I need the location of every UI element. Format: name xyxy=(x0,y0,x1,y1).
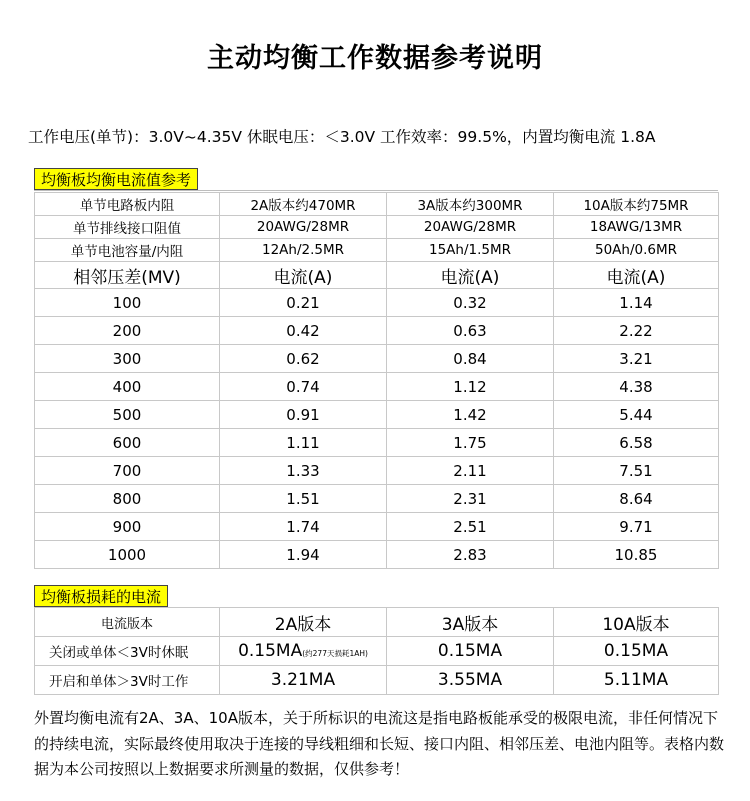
voltage-diff-cell: 100 xyxy=(35,289,220,317)
current-cell: 0.32 xyxy=(387,289,554,317)
row-label: 单节电路板内阻 xyxy=(35,193,220,216)
voltage-diff-cell: 300 xyxy=(35,345,220,373)
current-cell: 1.75 xyxy=(387,429,554,457)
info-row xyxy=(35,216,719,239)
column-header: 电流(A) xyxy=(387,262,554,289)
voltage-diff-cell: 800 xyxy=(35,485,220,513)
table-cell: 50Ah/0.6MR xyxy=(554,239,719,262)
loss-cell: 3.21MA xyxy=(220,666,387,695)
specs-line: 工作电压(单节)：3.0V~4.35V 休眠电压：＜3.0V 工作效率：99.5%，内置均衡电流 1.8A xyxy=(28,128,656,146)
current-cell: 6.58 xyxy=(554,429,719,457)
current-cell: 2.11 xyxy=(387,457,554,485)
table-cell: 15Ah/1.5MR xyxy=(387,239,554,262)
column-header: 2A版本 xyxy=(220,608,387,637)
current-cell: 0.74 xyxy=(220,373,387,401)
current-cell: 0.84 xyxy=(387,345,554,373)
table-row xyxy=(35,345,719,373)
loss-cell: 0.15MA xyxy=(554,637,719,666)
balance-current-table-body xyxy=(35,193,719,569)
current-cell: 1.33 xyxy=(220,457,387,485)
table-cell: 12Ah/2.5MR xyxy=(220,239,387,262)
column-header-row xyxy=(35,262,719,289)
voltage-diff-cell: 200 xyxy=(35,317,220,345)
loss-current-table-body xyxy=(35,608,719,695)
current-cell: 0.91 xyxy=(220,401,387,429)
loss-cell: 0.15MA xyxy=(387,637,554,666)
current-cell: 2.22 xyxy=(554,317,719,345)
table-cell: 10A版本约75MR xyxy=(554,193,719,216)
current-cell: 10.85 xyxy=(554,541,719,569)
row-label: 关闭或单体＜3V时休眠 xyxy=(35,637,220,666)
table-row xyxy=(35,289,719,317)
column-header: 电流版本 xyxy=(35,608,220,637)
row-label: 单节电池容量/内阻 xyxy=(35,239,220,262)
current-cell: 4.38 xyxy=(554,373,719,401)
current-cell: 2.31 xyxy=(387,485,554,513)
column-header: 3A版本 xyxy=(387,608,554,637)
voltage-diff-cell: 1000 xyxy=(35,541,220,569)
column-header-row xyxy=(35,608,719,637)
table-row xyxy=(35,541,719,569)
info-row xyxy=(35,193,719,216)
table-cell: 2A版本约470MR xyxy=(220,193,387,216)
voltage-diff-cell: 900 xyxy=(35,513,220,541)
current-cell: 1.42 xyxy=(387,401,554,429)
row-label: 单节排线接口阻值 xyxy=(35,216,220,239)
current-cell: 2.51 xyxy=(387,513,554,541)
voltage-diff-cell: 700 xyxy=(35,457,220,485)
table1-header-band xyxy=(34,168,718,191)
table-cell: 20AWG/28MR xyxy=(220,216,387,239)
loss-cell xyxy=(220,637,387,666)
row-label: 开启和单体＞3V时工作 xyxy=(35,666,220,695)
current-cell: 1.11 xyxy=(220,429,387,457)
table-cell: 3A版本约300MR xyxy=(387,193,554,216)
current-cell: 0.63 xyxy=(387,317,554,345)
voltage-diff-cell: 400 xyxy=(35,373,220,401)
table-cell: 20AWG/28MR xyxy=(387,216,554,239)
table-row xyxy=(35,666,719,695)
table-row xyxy=(35,373,719,401)
current-cell: 2.83 xyxy=(387,541,554,569)
voltage-diff-cell: 500 xyxy=(35,401,220,429)
current-cell: 1.74 xyxy=(220,513,387,541)
current-cell: 1.94 xyxy=(220,541,387,569)
column-header: 10A版本 xyxy=(554,608,719,637)
table-row xyxy=(35,429,719,457)
info-row xyxy=(35,239,719,262)
current-cell: 5.44 xyxy=(554,401,719,429)
column-header: 电流(A) xyxy=(554,262,719,289)
current-cell: 1.14 xyxy=(554,289,719,317)
current-cell: 3.21 xyxy=(554,345,719,373)
table-row xyxy=(35,485,719,513)
current-cell: 9.71 xyxy=(554,513,719,541)
current-cell: 1.12 xyxy=(387,373,554,401)
current-cell: 0.62 xyxy=(220,345,387,373)
loss-cell: 5.11MA xyxy=(554,666,719,695)
table1-header: 均衡板均衡电流值参考 xyxy=(34,168,198,190)
table-row xyxy=(35,513,719,541)
table2-header: 均衡板损耗的电流 xyxy=(34,585,168,607)
current-cell: 1.51 xyxy=(220,485,387,513)
loss-cell: 3.55MA xyxy=(387,666,554,695)
balance-current-table xyxy=(34,192,719,569)
current-cell: 8.64 xyxy=(554,485,719,513)
loss-current-table xyxy=(34,607,719,695)
table-row xyxy=(35,317,719,345)
current-cell: 0.42 xyxy=(220,317,387,345)
loss-note: (约277天损耗1AH) xyxy=(302,649,368,658)
column-header: 电流(A) xyxy=(220,262,387,289)
page-title: 主动均衡工作数据参考说明 xyxy=(207,43,543,74)
current-cell: 0.21 xyxy=(220,289,387,317)
current-cell: 7.51 xyxy=(554,457,719,485)
table-row xyxy=(35,457,719,485)
voltage-diff-cell: 600 xyxy=(35,429,220,457)
loss-value: 0.15MA xyxy=(238,641,303,661)
footer-note: 外置均衡电流有2A、3A、10A版本，关于所标识的电流这是指电路板能承受的极限电流，非任何情况下的持续电流，实际最终使用取决于连接的导线粗细和长短、接口内阻、相邻压差、电池内阻等。表格内数据为本公司按照以上数据要求所测量的数据，仅供参考！ xyxy=(34,709,725,778)
table-cell: 18AWG/13MR xyxy=(554,216,719,239)
table-row xyxy=(35,637,719,666)
table-row xyxy=(35,401,719,429)
table2-header-band xyxy=(34,585,718,608)
column-header: 相邻压差(MV) xyxy=(35,262,220,289)
